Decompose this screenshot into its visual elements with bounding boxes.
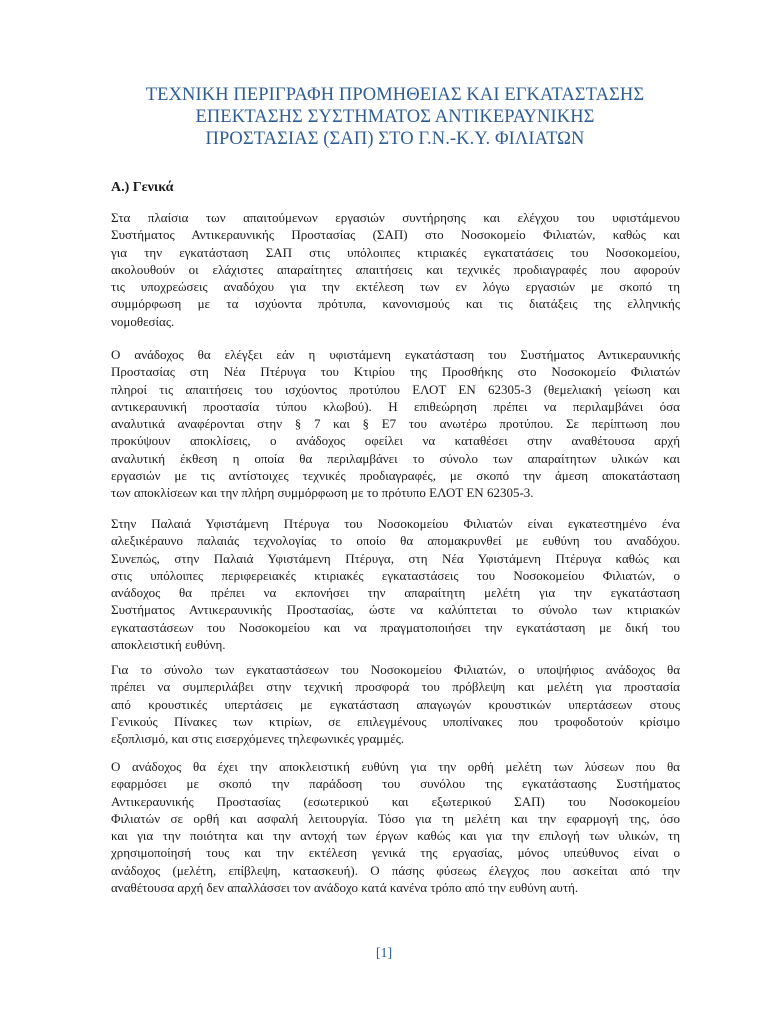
- page-number: [1]: [375, 946, 393, 961]
- text-line: αποκλειστική ευθύνη.: [111, 637, 226, 653]
- text-line: Για το σύνολο των εγκαταστάσεων του Νοσοκομείου Φιλιατών, ο υποψήφιος ανάδοχος θα: [111, 662, 680, 677]
- text-line: Ο ανάδοχος θα ελέγξει εάν η υφιστάμενη εγκατάσταση του Συστήματος Αντικεραυνικής: [111, 347, 680, 362]
- text-line: αναλυτική έκθεση η οποία θα περιλαμβάνει το σύνολο των απαραίτητων υλικών και: [111, 450, 680, 466]
- paragraph-3: [111, 515, 680, 653]
- text-line: Ο ανάδοχος θα έχει την αποκλειστική ευθύνη για την ορθή μελέτη των λύσεων που θα: [111, 759, 680, 774]
- text-line: των αποκλίσεων και την πλήρη συμμόρφωση με το πρότυπο ΕΛΟΤ ΕΝ 62305-3.: [111, 485, 534, 501]
- text-line: Αντικεραυνικής Προστασίας (εσωτερικού και εξωτερικού ΣΑΠ) του Νοσοκομείου: [111, 793, 680, 809]
- text-line: Προστασίας στη Νέα Πτέρυγα του Κτιρίου της Προσθήκης στο Νοσοκομείο Φιλιατών: [111, 364, 680, 380]
- text-line: αλεξικέραυνο παλαιάς τεχνολογίας το οποίο θα απομακρυνθεί με ευθύνη του αναδόχου.: [111, 533, 680, 549]
- paragraph-4: [111, 661, 680, 747]
- text-line: και για την ποιότητα και την αντοχή των έργων καθώς και για την επιλογή των υλικών, τη: [111, 828, 680, 844]
- title-line: ΕΠΕΚΤΑΣΗΣ ΣΥΣΤΗΜΑΤΟΣ ΑΝΤΙΚΕΡΑΥΝΙΚΗΣ: [195, 107, 595, 127]
- text-line: συμμόρφωση με τα ισχύοντα πρότυπα, κανονισμούς και τις διατάξεις της ελληνικής: [111, 296, 680, 312]
- text-line: Συστήματος Αντικεραυνικής Προστασίας (ΣΑΠ) στο Νοσοκομείο Φιλιατών, καθώς και: [111, 227, 680, 243]
- text-line: τις υποχρεώσεις αναδόχου για την εκτέλεση των εν λόγω εργασιών με σκοπό τη: [111, 279, 680, 295]
- section-heading: Α.) Γενικά: [111, 180, 174, 195]
- text-line: ανάδοχος θα πρέπει να εκπονήσει την απαραίτητη μελέτη για την εγκατάσταση: [111, 585, 680, 601]
- text-line: νομοθεσίας.: [111, 313, 175, 329]
- text-line: πληροί τις απαιτήσεις του ισχύοντος προτύπου ΕΛΟΤ ΕΝ 62305-3 (θεμελιακή γείωση και: [111, 381, 680, 397]
- paragraph-1: [111, 209, 680, 330]
- text-line: αναθέτουσα αρχή δεν απαλλάσσει τον ανάδοχο κατά κανένα τρόπο από την ευθύνη αυτή.: [111, 880, 579, 896]
- paragraph-2: [111, 346, 680, 502]
- text-line: Συστήματος Αντικεραυνικής Προστασίας, ώστε να καλύπτεται το σύνολο των κτιριακών: [111, 602, 680, 618]
- text-line: εξοπλισμό, και στις εισερχόμενες τηλεφωνικές γραμμές.: [111, 731, 405, 747]
- text-line: αναλυτικά αναφέρονται στην § 7 και § Ε7 του ανωτέρω προτύπου. Σε περίπτωση που: [111, 416, 680, 432]
- title-line: ΠΡΟΣΤΑΣΙΑΣ (ΣΑΠ) ΣΤΟ Γ.Ν.-Κ.Υ. ΦΙΛΙΑΤΩΝ: [205, 129, 585, 149]
- text-line: χρησιμοποίησή τους και την εκτέλεση γενικά της εργασίας, μόνος υπεύθυνος είναι ο: [111, 845, 680, 861]
- text-line: αντικεραυνική προστασία τύπου κλωβού). Η επιθεώρηση πρέπει να περιλαμβάνει όσα: [111, 398, 680, 414]
- text-line: ανάδοχος (μελέτη, επίβλεψη, κατασκευή). Ο πάσης φύσεως έλεγχος που ασκείται από την: [111, 862, 680, 878]
- title-line: ΤΕΧΝΙΚΗ ΠΕΡΙΓΡΑΦΗ ΠΡΟΜΗΘΕΙΑΣ ΚΑΙ ΕΓΚΑΤΑΣΤΑΣΗΣ: [145, 85, 645, 105]
- text-line: ακολουθούν οι ελάχιστες απαραίτητες απαιτήσεις και τεχνικές προδιαγραφές που αφορούν: [111, 261, 680, 277]
- text-line: Στην Παλαιά Υφιστάμενη Πτέρυγα του Νοσοκομείου Φιλιατών είναι εγκατεστημένο ένα: [111, 516, 680, 531]
- text-line: εργασιών με τις αντίστοιχες τεχνικές προδιαγραφές, με σκοπό την άμεση αποκατάσταση: [111, 468, 680, 484]
- text-line: Στα πλαίσια των απαιτούμενων εργασιών συντήρησης και ελέγχου του υφιστάμενου: [111, 210, 680, 225]
- text-line: εγκαταστάσεων του Νοσοκομείου και να πραγματοποιήσει την εγκατάσταση με δική του: [111, 619, 680, 635]
- text-line: εφαρμόσει με σκοπό την παράδοση του συνόλου της εγκατάστασης Συστήματος: [111, 776, 680, 792]
- text-line: Φιλιατών σε ορθή και ασφαλή λειτουργία. Τόσο για τη μελέτη και την εφαρμογή της, όσο: [111, 810, 680, 826]
- text-line: Γενικούς Πίνακες των κτιρίων, σε επιλεγμένους υποπίνακες που τροφοδοτούν κρίσιμο: [111, 713, 680, 729]
- document-title: [100, 84, 690, 150]
- text-line: από κρουστικές υπερτάσεις με εγκατάσταση απαγωγών κρουστικών υπερτάσεων στους: [111, 696, 680, 712]
- text-line: προκύψουν αποκλίσεις, ο ανάδοχος οφείλει να καταθέσει στην αναθέτουσα αρχή: [111, 433, 680, 449]
- text-line: για την εγκατάσταση ΣΑΠ στις υπόλοιπες κτιριακές εγκατατάσεις του Νοσοκομείου,: [111, 244, 680, 260]
- text-line: στις υπόλοιπες περιφερειακές κτιριακές εγκαταστάσεις του Νοσοκομείου Φιλιατών, ο: [111, 567, 680, 583]
- text-line: πρέπει να συμπεριλάβει στην τεχνική προσφορά του πρόβλεψη και μελέτη για προστασία: [111, 679, 680, 695]
- paragraph-5: [111, 758, 680, 896]
- text-line: Συνεπώς, στην Παλαιά Υφιστάμενη Πτέρυγα, στη Νέα Υφιστάμενη Πτέρυγα καθώς και: [111, 550, 680, 566]
